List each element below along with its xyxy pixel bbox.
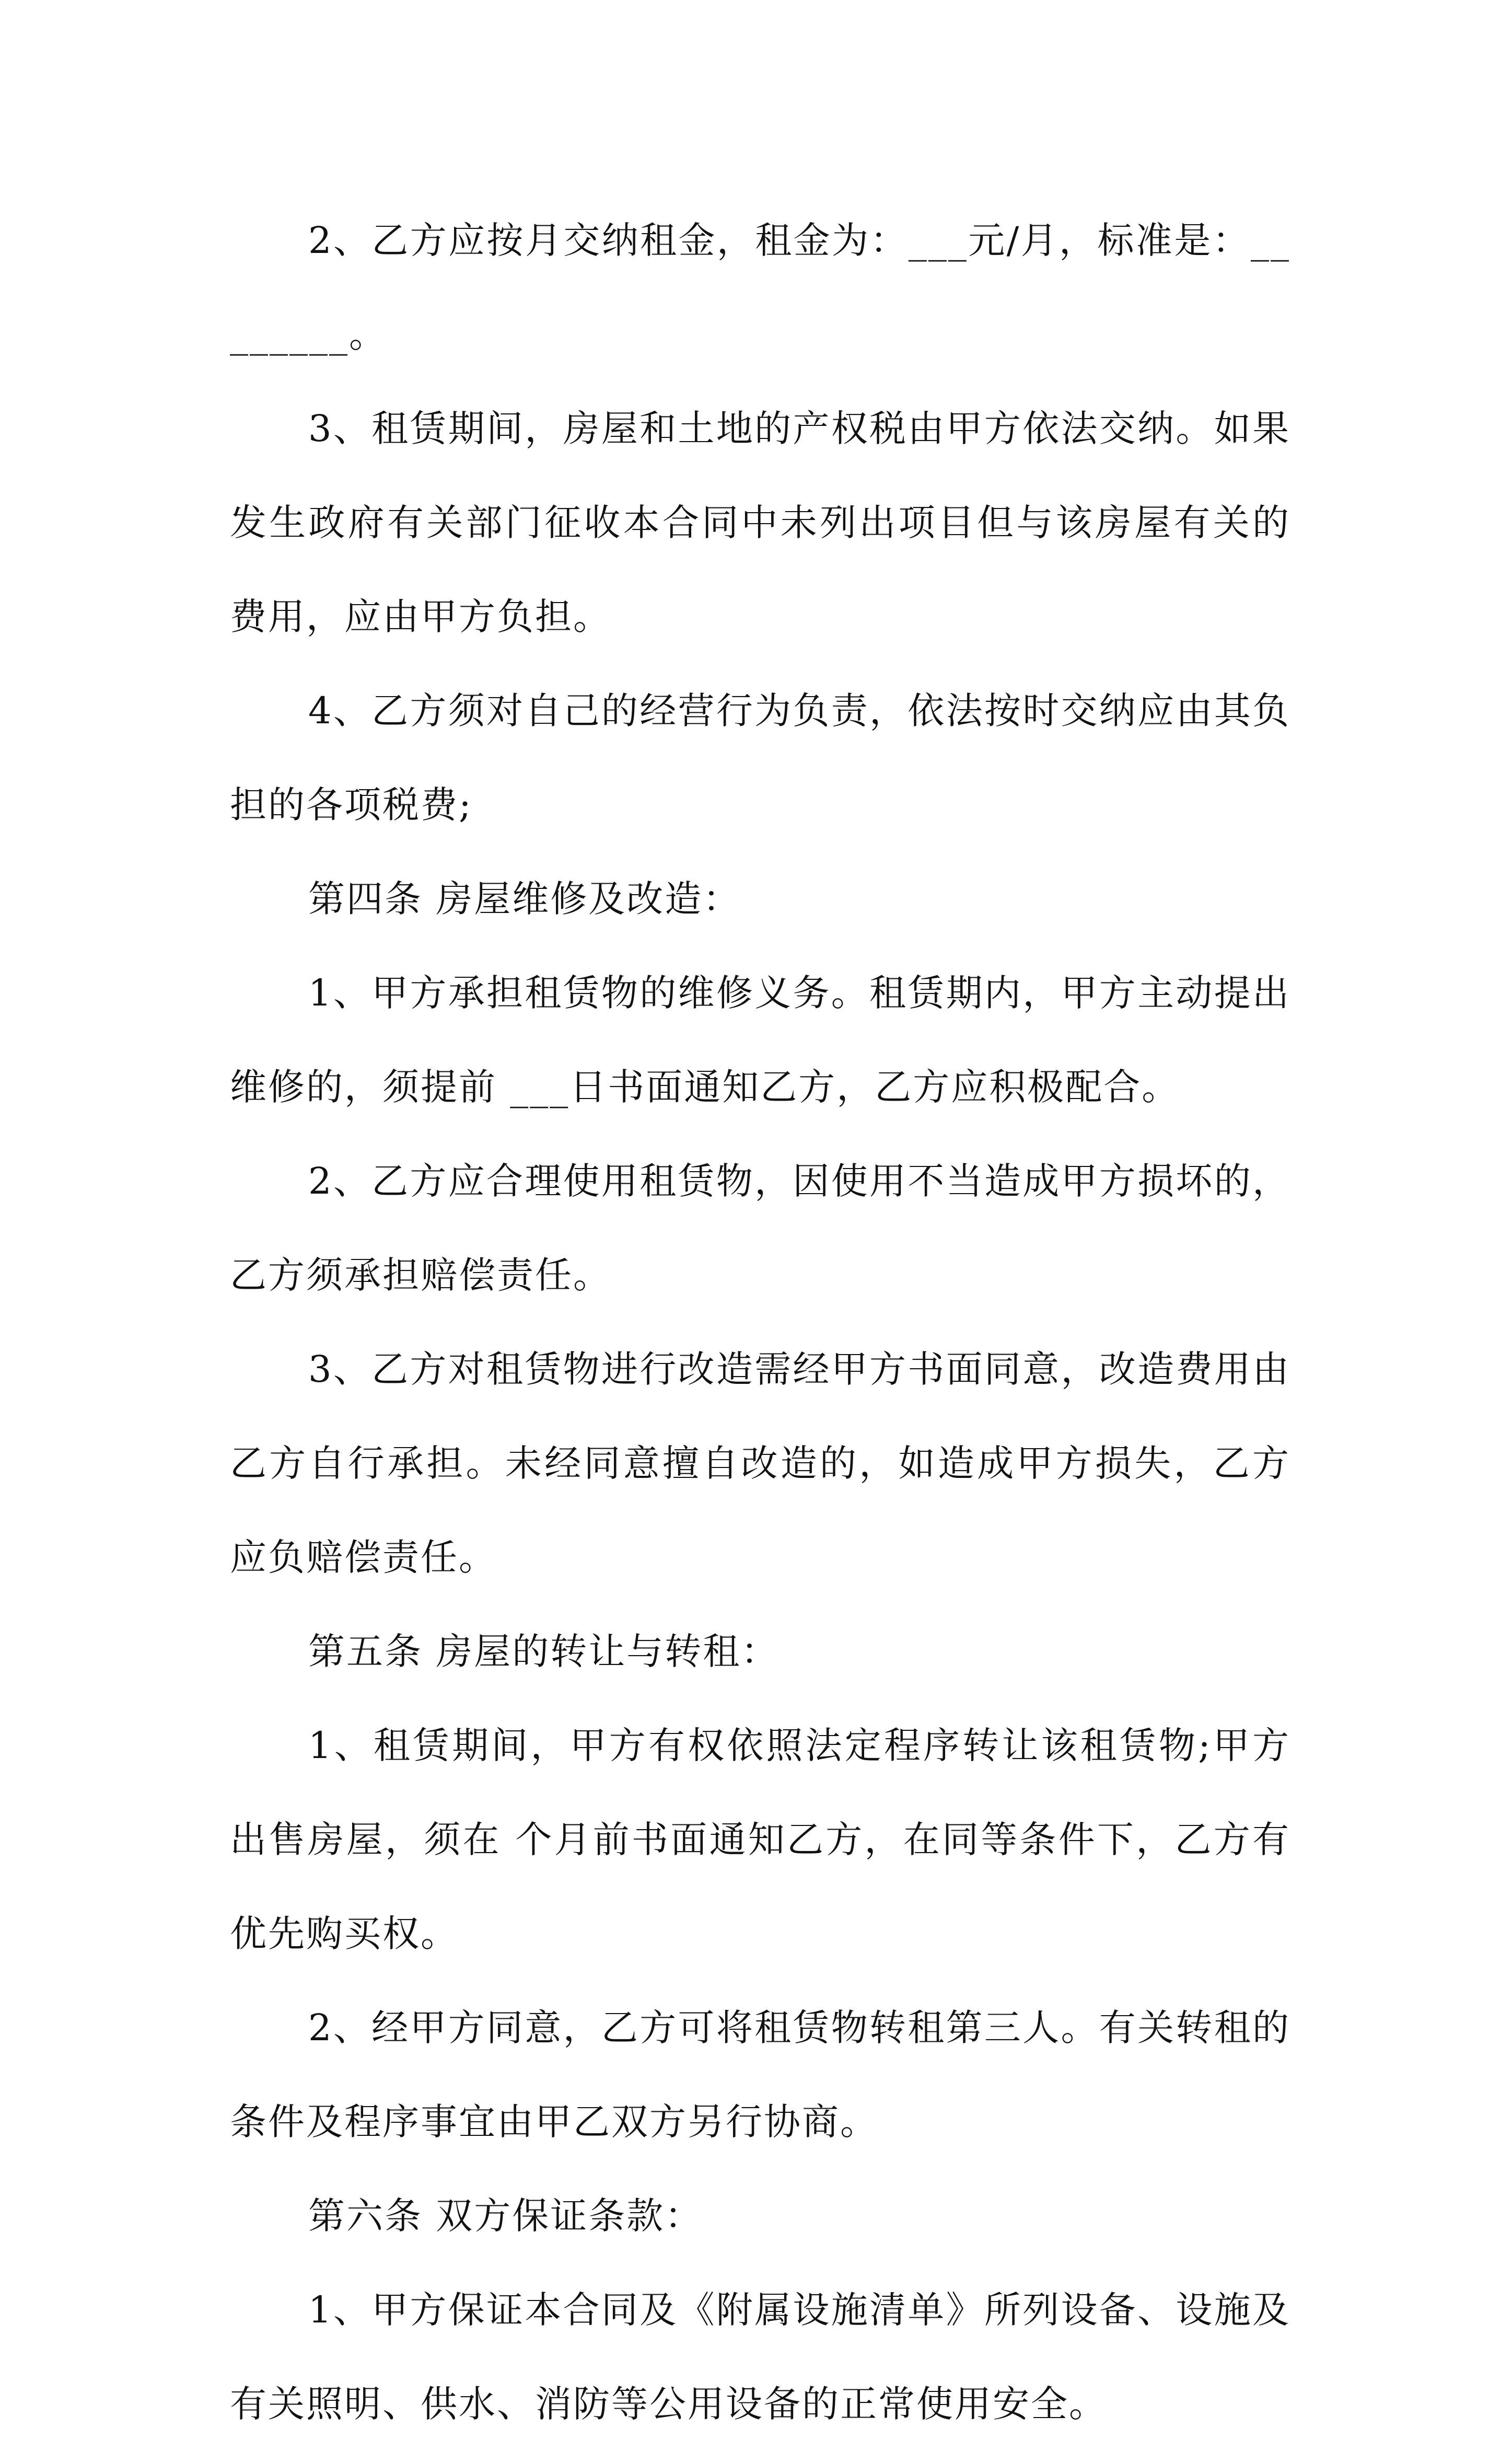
paragraph-transfer: 1、租赁期间，甲方有权依照法定程序转让该租赁物;甲方出售房屋，须在 个月前书面通知乙方，在同等条件下，乙方有优先购买权。: [230, 1724, 1290, 1955]
section-heading-article-5: 第五条 房屋的转让与转租：: [308, 1630, 780, 1673]
paragraph-repair-obligation: 1、甲方承担租赁物的维修义务。租赁期内，甲方主动提出维修的，须提前 ___日书面通知乙方，乙方应积极配合。: [230, 972, 1290, 1108]
document-page: [230, 193, 1290, 2451]
paragraph-renovation: 3、乙方对租赁物进行改造需经甲方书面同意，改造费用由乙方自行承担。未经同意擅自改造的，如造成甲方损失，乙方应负赔偿责任。: [230, 1348, 1290, 1579]
paragraph-business-taxes: 4、乙方须对自己的经营行为负责，依法按时交纳应由其负担的各项税费;: [230, 689, 1290, 826]
paragraph-guarantee: 1、甲方保证本合同及《附属设施清单》所列设备、设施及有关照明、供水、消防等公用设备的正常使用安全。: [230, 2288, 1290, 2425]
paragraph-proper-use: 2、乙方应合理使用租赁物，因使用不当造成甲方损坏的，乙方须承担赔偿责任。: [230, 1160, 1290, 1297]
section-heading-article-6: 第六条 双方保证条款：: [308, 2194, 703, 2237]
paragraph-property-tax: 3、租赁期间，房屋和土地的产权税由甲方依法交纳。如果发生政府有关部门征收本合同中未列出项目但与该房屋有关的费用，应由甲方负担。: [230, 407, 1290, 638]
section-heading-article-4: 第四条 房屋维修及改造：: [308, 877, 741, 920]
paragraph-rent-payment: 2、乙方应按月交纳租金，租金为：___元/月，标准是：________。: [230, 219, 1290, 356]
paragraph-sublease: 2、经甲方同意，乙方可将租赁物转租第三人。有关转租的条件及程序事宜由甲乙双方另行协商。: [230, 2006, 1290, 2143]
